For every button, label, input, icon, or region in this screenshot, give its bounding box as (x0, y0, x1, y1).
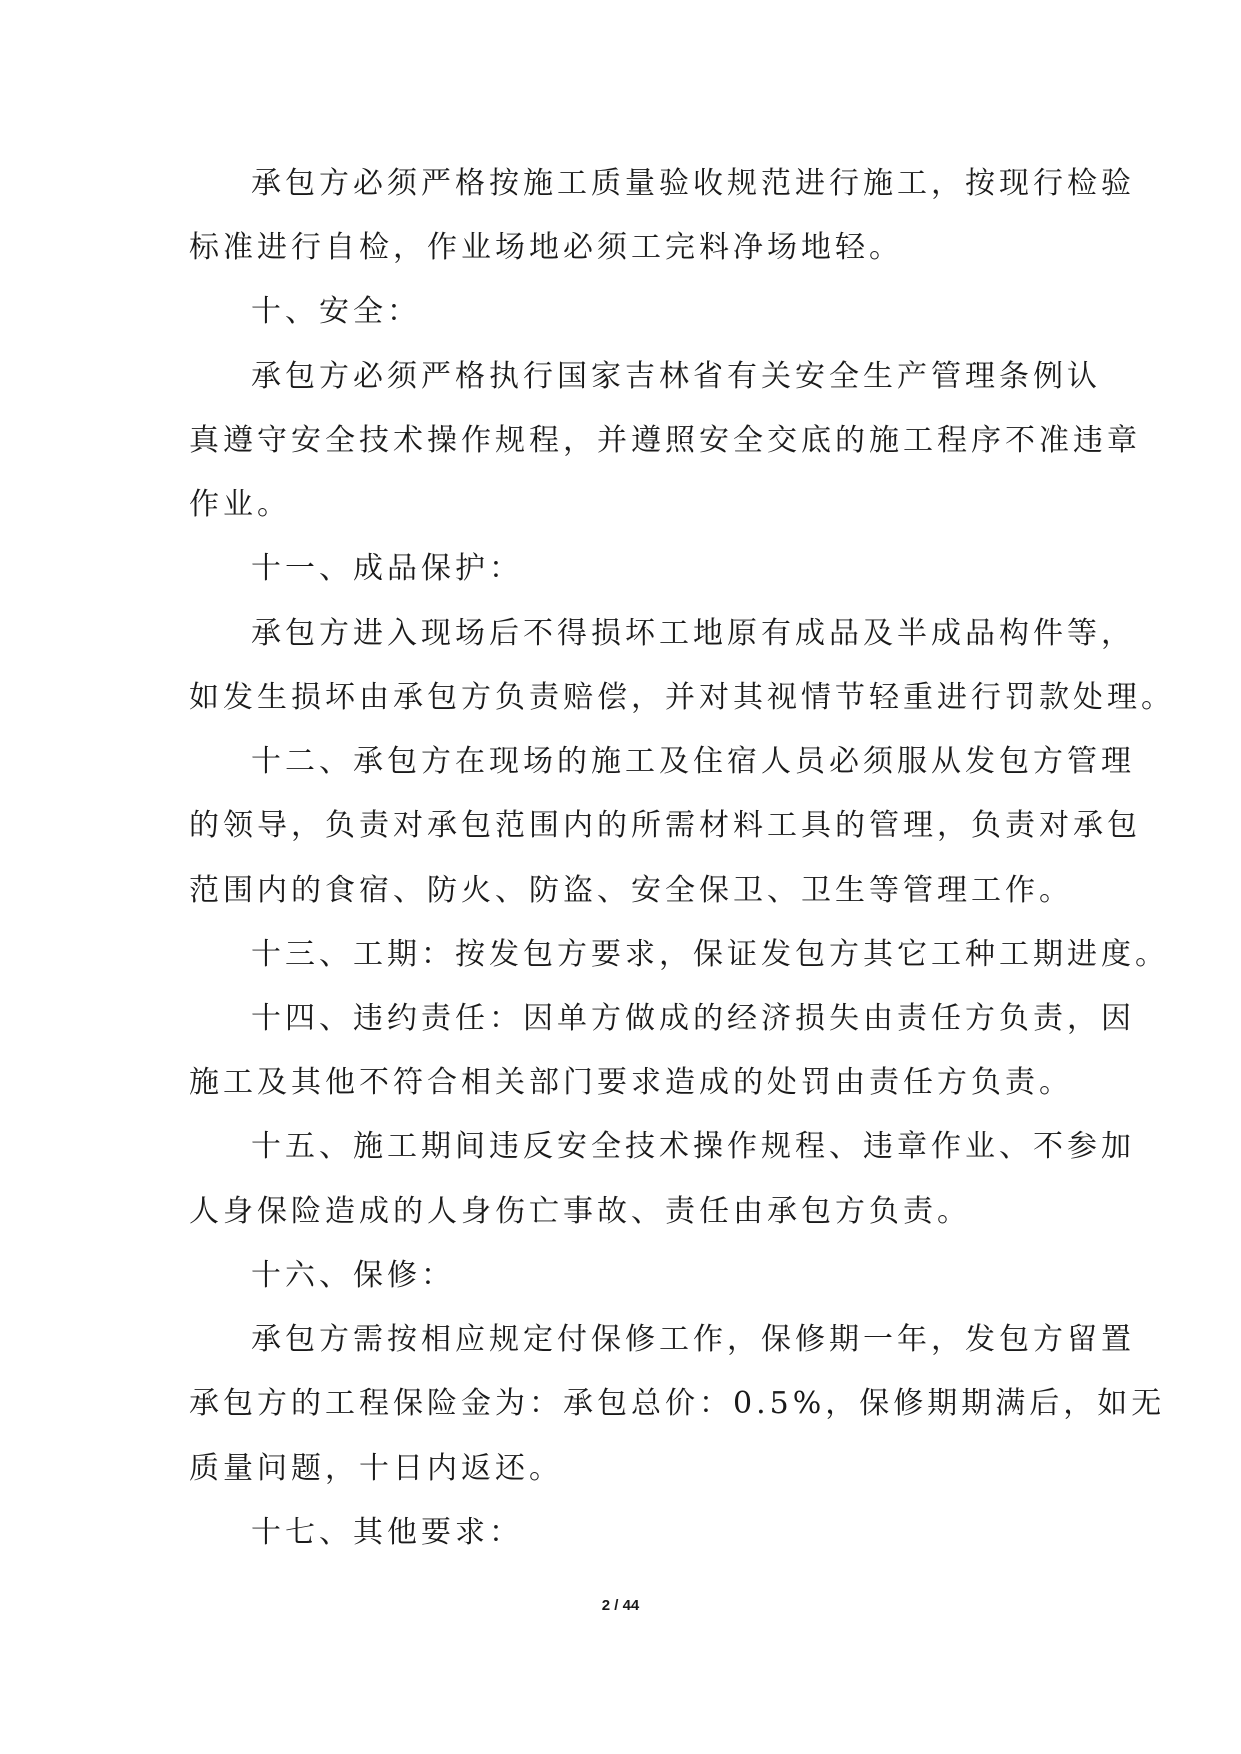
text-line: 如发生损坏由承包方负责赔偿，并对其视情节轻重进行罚款处理。 (189, 680, 1175, 715)
text-line: 十二、承包方在现场的施工及住宿人员必须服从发包方管理 (251, 744, 1135, 779)
text-line: 的领导，负责对承包范围内的所需材料工具的管理，负责对承包 (189, 808, 1141, 843)
text-line: 质量问题，十日内返还。 (189, 1451, 563, 1486)
text-line: 承包方需按相应规定付保修工作，保修期一年，发包方留置 (251, 1322, 1135, 1357)
text-line: 十三、工期：按发包方要求，保证发包方其它工种工期进度。 (251, 937, 1169, 972)
text-line: 十四、违约责任：因单方做成的经济损失由责任方负责，因 (251, 1001, 1135, 1036)
section-heading: 十一、成品保护： (251, 551, 523, 586)
text-line: 真遵守安全技术操作规程，并遵照安全交底的施工程序不准违章 (189, 423, 1141, 458)
text-line: 承包方必须严格按施工质量验收规范进行施工，按现行检验 (251, 166, 1135, 201)
text-line: 承包方的工程保险金为：承包总价：0.5%，保修期期满后，如无 (189, 1386, 1166, 1421)
text-line: 作业。 (189, 487, 291, 522)
text-line: 施工及其他不符合相关部门要求造成的处罚由责任方负责。 (189, 1065, 1073, 1100)
text-line: 范围内的食宿、防火、防盗、安全保卫、卫生等管理工作。 (189, 873, 1073, 908)
section-heading: 十七、其他要求： (251, 1515, 523, 1550)
text-line: 十五、施工期间违反安全技术操作规程、违章作业、不参加 (251, 1129, 1135, 1164)
text-line: 承包方进入现场后不得损坏工地原有成品及半成品构件等， (251, 616, 1135, 651)
text-line: 标准进行自检，作业场地必须工完料净场地轻。 (189, 230, 903, 265)
section-heading: 十、安全： (251, 294, 421, 329)
section-heading: 十六、保修： (251, 1258, 455, 1293)
page-number: 2 / 44 (601, 1597, 640, 1614)
text-line: 人身保险造成的人身伤亡事故、责任由承包方负责。 (189, 1194, 971, 1229)
text-line: 承包方必须严格执行国家吉林省有关安全生产管理条例认 (251, 359, 1101, 394)
